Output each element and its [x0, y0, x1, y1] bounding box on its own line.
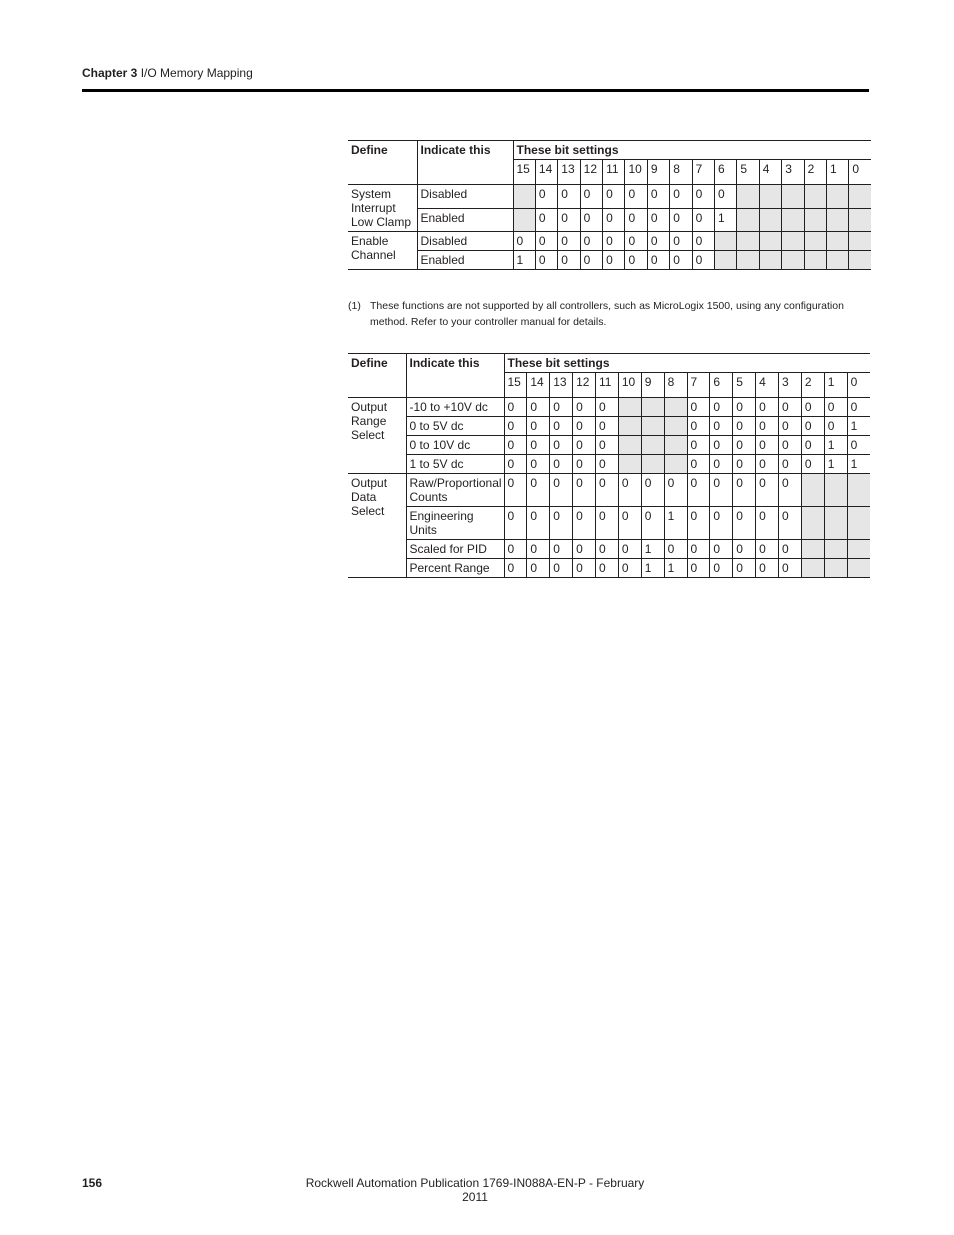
indicate-cell: Scaled for PID — [406, 540, 504, 559]
bit-value-cell — [759, 251, 781, 270]
bit-value-cell — [824, 507, 847, 540]
bit-number-cell: 9 — [647, 160, 669, 185]
bit-value-cell: 0 — [687, 455, 710, 474]
bit-value-cell — [641, 417, 664, 436]
bit-value-cell — [824, 540, 847, 559]
bit-number-cell: 2 — [801, 373, 824, 398]
bit-value-cell: 0 — [670, 232, 692, 251]
bit-value-cell: 0 — [550, 559, 573, 578]
indicate-cell: 1 to 5V dc — [406, 455, 504, 474]
bit-value-cell: 0 — [756, 540, 779, 559]
define-cell: Output Range Select — [348, 398, 406, 474]
bit-value-cell: 0 — [779, 455, 802, 474]
bit-value-cell — [737, 232, 759, 251]
bit-value-cell: 0 — [779, 474, 802, 507]
column-header-define: Define — [348, 141, 417, 185]
bit-value-cell: 0 — [710, 474, 733, 507]
bit-value-cell: 0 — [710, 398, 733, 417]
bit-value-cell — [618, 398, 641, 417]
column-header-define: Define — [348, 354, 406, 398]
bit-value-cell: 1 — [847, 455, 870, 474]
bit-number-cell: 12 — [580, 160, 602, 185]
bit-number-cell: 10 — [625, 160, 647, 185]
bit-value-cell: 0 — [527, 540, 550, 559]
bit-value-cell — [801, 540, 824, 559]
bit-value-cell: 0 — [527, 559, 550, 578]
bit-value-cell: 0 — [756, 455, 779, 474]
bit-value-cell: 0 — [550, 398, 573, 417]
bit-value-cell: 0 — [550, 540, 573, 559]
bit-number-cell: 5 — [737, 160, 759, 185]
define-cell: System Interrupt Low Clamp — [348, 185, 417, 232]
bit-value-cell: 1 — [664, 507, 687, 540]
bit-value-cell: 0 — [733, 417, 756, 436]
bit-number-cell: 8 — [670, 160, 692, 185]
bit-number-cell: 5 — [733, 373, 756, 398]
bit-value-cell: 0 — [513, 232, 535, 251]
bit-value-cell: 0 — [504, 436, 527, 455]
bit-value-cell — [664, 398, 687, 417]
bit-value-cell: 0 — [779, 507, 802, 540]
bit-value-cell: 0 — [687, 436, 710, 455]
bit-value-cell: 0 — [603, 232, 625, 251]
bit-value-cell: 0 — [779, 436, 802, 455]
bit-value-cell: 0 — [670, 251, 692, 270]
bit-value-cell: 0 — [573, 398, 596, 417]
bit-value-cell: 0 — [670, 185, 692, 209]
bit-value-cell: 0 — [535, 208, 557, 232]
bit-value-cell: 1 — [824, 455, 847, 474]
bit-value-cell — [782, 208, 804, 232]
bit-value-cell: 0 — [847, 398, 870, 417]
bit-value-cell: 0 — [527, 436, 550, 455]
bit-value-cell: 0 — [573, 559, 596, 578]
bit-value-cell: 0 — [558, 251, 580, 270]
bit-value-cell: 0 — [527, 398, 550, 417]
bit-value-cell: 0 — [580, 232, 602, 251]
bit-number-cell: 0 — [847, 373, 870, 398]
bit-value-cell: 0 — [779, 559, 802, 578]
bit-value-cell — [826, 185, 848, 209]
bit-value-cell: 0 — [580, 208, 602, 232]
bit-number-cell: 7 — [692, 160, 714, 185]
bit-value-cell: 0 — [756, 417, 779, 436]
bit-value-cell: 0 — [692, 208, 714, 232]
bit-value-cell: 0 — [625, 232, 647, 251]
bit-value-cell: 0 — [527, 507, 550, 540]
bit-number-cell: 11 — [596, 373, 619, 398]
bit-value-cell — [618, 436, 641, 455]
bit-value-cell: 0 — [504, 398, 527, 417]
indicate-cell: Disabled — [417, 185, 513, 209]
bit-value-cell: 0 — [687, 474, 710, 507]
table-row — [348, 507, 870, 540]
column-header-bits: These bit settings — [504, 354, 870, 373]
bit-value-cell: 0 — [580, 185, 602, 209]
bit-value-cell: 0 — [550, 507, 573, 540]
publication-info: Rockwell Automation Publication 1769-IN088A-EN-P - February 2011 — [305, 1176, 645, 1204]
bit-value-cell: 1 — [715, 208, 737, 232]
indicate-cell: 0 to 5V dc — [406, 417, 504, 436]
bit-value-cell: 0 — [733, 540, 756, 559]
bit-value-cell: 0 — [824, 417, 847, 436]
bit-value-cell: 0 — [647, 208, 669, 232]
bit-value-cell — [759, 185, 781, 209]
bit-value-cell — [664, 417, 687, 436]
bit-value-cell: 0 — [596, 417, 619, 436]
bit-value-cell: 0 — [603, 185, 625, 209]
bit-value-cell: 1 — [641, 559, 664, 578]
table-row — [348, 455, 870, 474]
bit-value-cell: 0 — [801, 417, 824, 436]
indicate-cell: Percent Range — [406, 559, 504, 578]
bit-value-cell — [849, 185, 871, 209]
bit-number-cell: 6 — [715, 160, 737, 185]
bit-value-cell — [801, 559, 824, 578]
indicate-cell: -10 to +10V dc — [406, 398, 504, 417]
bit-value-cell — [847, 559, 870, 578]
bit-value-cell: 0 — [504, 507, 527, 540]
bit-value-cell: 0 — [625, 208, 647, 232]
bit-value-cell: 0 — [779, 417, 802, 436]
column-header-indicate: Indicate this — [406, 354, 504, 398]
bit-value-cell — [715, 251, 737, 270]
bit-value-cell: 0 — [847, 436, 870, 455]
define-cell: Enable Channel — [348, 232, 417, 270]
bit-value-cell: 0 — [710, 417, 733, 436]
bit-value-cell — [737, 208, 759, 232]
bit-value-cell: 0 — [625, 185, 647, 209]
table-header-row — [348, 141, 871, 160]
bit-value-cell — [847, 507, 870, 540]
bit-value-cell: 0 — [573, 417, 596, 436]
bit-value-cell: 0 — [550, 455, 573, 474]
bit-value-cell: 0 — [824, 398, 847, 417]
bit-value-cell — [664, 455, 687, 474]
bit-value-cell: 0 — [596, 455, 619, 474]
bit-number-cell: 12 — [573, 373, 596, 398]
bit-value-cell: 0 — [596, 559, 619, 578]
indicate-cell: Enabled — [417, 208, 513, 232]
bit-number-cell: 3 — [779, 373, 802, 398]
table-row — [348, 559, 870, 578]
table-row — [348, 398, 870, 417]
indicate-cell: 0 to 10V dc — [406, 436, 504, 455]
bit-number-cell: 13 — [558, 160, 580, 185]
bit-value-cell: 0 — [801, 455, 824, 474]
bit-value-cell: 0 — [756, 436, 779, 455]
bit-value-cell: 0 — [756, 398, 779, 417]
bit-value-cell: 0 — [687, 417, 710, 436]
bit-value-cell: 0 — [625, 251, 647, 270]
indicate-cell: Disabled — [417, 232, 513, 251]
bit-value-cell: 0 — [756, 507, 779, 540]
bit-value-cell: 0 — [687, 559, 710, 578]
table-row — [348, 417, 870, 436]
bit-value-cell — [804, 251, 826, 270]
bit-value-cell: 0 — [641, 474, 664, 507]
bit-value-cell — [824, 559, 847, 578]
bit-value-cell: 0 — [596, 540, 619, 559]
table-row — [348, 251, 871, 270]
bit-value-cell: 0 — [733, 455, 756, 474]
bit-value-cell: 0 — [535, 232, 557, 251]
table-header-row — [348, 354, 870, 373]
bit-value-cell — [849, 208, 871, 232]
bit-value-cell: 0 — [779, 398, 802, 417]
bit-value-cell — [618, 417, 641, 436]
chapter-label: Chapter 3 — [82, 66, 138, 80]
bit-value-cell — [804, 232, 826, 251]
bit-number-cell: 10 — [618, 373, 641, 398]
bit-value-cell — [513, 185, 535, 209]
bit-value-cell: 0 — [641, 507, 664, 540]
bit-value-cell — [759, 232, 781, 251]
bit-value-cell: 0 — [573, 474, 596, 507]
bit-number-cell: 4 — [756, 373, 779, 398]
bit-value-cell: 0 — [596, 474, 619, 507]
bit-value-cell — [782, 232, 804, 251]
bit-value-cell: 0 — [596, 398, 619, 417]
bit-value-cell — [759, 208, 781, 232]
bit-value-cell: 0 — [596, 507, 619, 540]
bit-number-cell: 14 — [527, 373, 550, 398]
bit-value-cell: 0 — [618, 474, 641, 507]
bit-value-cell: 1 — [664, 559, 687, 578]
bit-value-cell: 0 — [580, 251, 602, 270]
bit-value-cell: 0 — [550, 436, 573, 455]
table-row — [348, 232, 871, 251]
bit-number-cell: 13 — [550, 373, 573, 398]
footnote-text: These functions are not supported by all controllers, such as MicroLogix 1500, using any configuration method. Refer to your controller manual for details. — [370, 300, 844, 328]
bit-value-cell: 0 — [550, 417, 573, 436]
bit-number-cell: 6 — [710, 373, 733, 398]
bit-value-cell: 0 — [664, 540, 687, 559]
bit-value-cell — [826, 232, 848, 251]
bit-value-cell: 0 — [664, 474, 687, 507]
bit-value-cell — [826, 208, 848, 232]
bit-value-cell: 0 — [733, 559, 756, 578]
bit-value-cell: 0 — [618, 540, 641, 559]
bit-value-cell: 0 — [692, 185, 714, 209]
bit-value-cell — [641, 455, 664, 474]
bit-value-cell: 0 — [527, 455, 550, 474]
bit-value-cell: 0 — [618, 559, 641, 578]
bit-value-cell: 0 — [535, 251, 557, 270]
bit-value-cell — [804, 208, 826, 232]
bit-value-cell — [715, 232, 737, 251]
bit-value-cell: 0 — [687, 398, 710, 417]
indicate-cell: Enabled — [417, 251, 513, 270]
bit-value-cell — [737, 185, 759, 209]
page-number: 156 — [82, 1176, 103, 1190]
bit-number-cell: 8 — [664, 373, 687, 398]
bit-value-cell: 0 — [504, 474, 527, 507]
bit-value-cell: 0 — [527, 417, 550, 436]
table-row — [348, 185, 871, 209]
bit-number-cell: 15 — [513, 160, 535, 185]
bit-value-cell: 0 — [603, 208, 625, 232]
column-header-indicate: Indicate this — [417, 141, 513, 185]
column-header-bits: These bit settings — [513, 141, 871, 160]
bit-value-cell: 0 — [504, 417, 527, 436]
bit-value-cell: 0 — [558, 185, 580, 209]
bit-value-cell: 0 — [715, 185, 737, 209]
header-rule — [82, 89, 869, 92]
bit-settings-table-1 — [348, 140, 871, 270]
bit-value-cell — [824, 474, 847, 507]
bit-number-cell: 11 — [603, 160, 625, 185]
bit-settings-table-2 — [348, 353, 870, 578]
bit-value-cell: 1 — [847, 417, 870, 436]
bit-value-cell: 0 — [527, 474, 550, 507]
bit-value-cell: 0 — [558, 232, 580, 251]
bit-value-cell: 1 — [513, 251, 535, 270]
bit-value-cell: 0 — [647, 232, 669, 251]
bit-value-cell: 0 — [710, 455, 733, 474]
chapter-title: I/O Memory Mapping — [140, 66, 253, 80]
bit-value-cell — [618, 455, 641, 474]
bit-number-cell: 15 — [504, 373, 527, 398]
bit-value-cell: 0 — [733, 507, 756, 540]
bit-value-cell: 1 — [641, 540, 664, 559]
bit-value-cell: 0 — [801, 398, 824, 417]
bit-value-cell: 0 — [504, 455, 527, 474]
bit-value-cell — [782, 185, 804, 209]
bit-value-cell: 0 — [687, 540, 710, 559]
bit-value-cell — [801, 474, 824, 507]
bit-value-cell: 0 — [558, 208, 580, 232]
bit-value-cell: 0 — [573, 436, 596, 455]
bit-value-cell: 0 — [710, 436, 733, 455]
bit-value-cell — [513, 208, 535, 232]
bit-value-cell: 0 — [756, 474, 779, 507]
bit-value-cell — [804, 185, 826, 209]
bit-value-cell: 0 — [504, 559, 527, 578]
bit-value-cell: 0 — [504, 540, 527, 559]
bit-value-cell — [641, 436, 664, 455]
bit-value-cell: 0 — [710, 559, 733, 578]
bit-value-cell — [849, 232, 871, 251]
bit-value-cell: 0 — [733, 436, 756, 455]
bit-value-cell: 0 — [801, 436, 824, 455]
bit-value-cell — [641, 398, 664, 417]
bit-value-cell: 0 — [603, 251, 625, 270]
bit-value-cell: 0 — [550, 474, 573, 507]
bit-value-cell: 0 — [596, 436, 619, 455]
bit-value-cell — [849, 251, 871, 270]
bit-value-cell: 0 — [710, 507, 733, 540]
bit-value-cell: 0 — [618, 507, 641, 540]
bit-value-cell — [737, 251, 759, 270]
table-row — [348, 474, 870, 507]
bit-number-cell: 0 — [849, 160, 871, 185]
table-row — [348, 540, 870, 559]
bit-value-cell: 1 — [824, 436, 847, 455]
bit-number-cell: 4 — [759, 160, 781, 185]
table-row — [348, 436, 870, 455]
bit-value-cell: 0 — [687, 507, 710, 540]
bit-value-cell: 0 — [573, 455, 596, 474]
bit-value-cell — [847, 474, 870, 507]
bit-value-cell: 0 — [710, 540, 733, 559]
bit-number-cell: 3 — [782, 160, 804, 185]
bit-value-cell: 0 — [733, 398, 756, 417]
bit-value-cell: 0 — [756, 559, 779, 578]
running-header — [82, 66, 253, 80]
bit-value-cell — [664, 436, 687, 455]
bit-value-cell: 0 — [733, 474, 756, 507]
bit-number-cell: 14 — [535, 160, 557, 185]
indicate-cell: Raw/Proportional Counts — [406, 474, 504, 507]
table-row — [348, 208, 871, 232]
bit-value-cell: 0 — [647, 251, 669, 270]
footnote — [348, 298, 871, 330]
bit-value-cell: 0 — [670, 208, 692, 232]
bit-value-cell: 0 — [779, 540, 802, 559]
bit-value-cell — [826, 251, 848, 270]
footnote-number: (1) — [348, 300, 361, 312]
bit-number-cell: 1 — [824, 373, 847, 398]
define-cell: Output Data Select — [348, 474, 406, 578]
bit-value-cell — [782, 251, 804, 270]
bit-number-cell: 7 — [687, 373, 710, 398]
bit-value-cell: 0 — [573, 540, 596, 559]
bit-value-cell: 0 — [535, 185, 557, 209]
bit-value-cell — [847, 540, 870, 559]
bit-value-cell: 0 — [692, 232, 714, 251]
indicate-cell: Engineering Units — [406, 507, 504, 540]
bit-value-cell: 0 — [647, 185, 669, 209]
bit-value-cell — [801, 507, 824, 540]
bit-number-cell: 2 — [804, 160, 826, 185]
bit-value-cell: 0 — [573, 507, 596, 540]
bit-value-cell: 0 — [692, 251, 714, 270]
bit-number-cell: 1 — [826, 160, 848, 185]
bit-number-cell: 9 — [641, 373, 664, 398]
